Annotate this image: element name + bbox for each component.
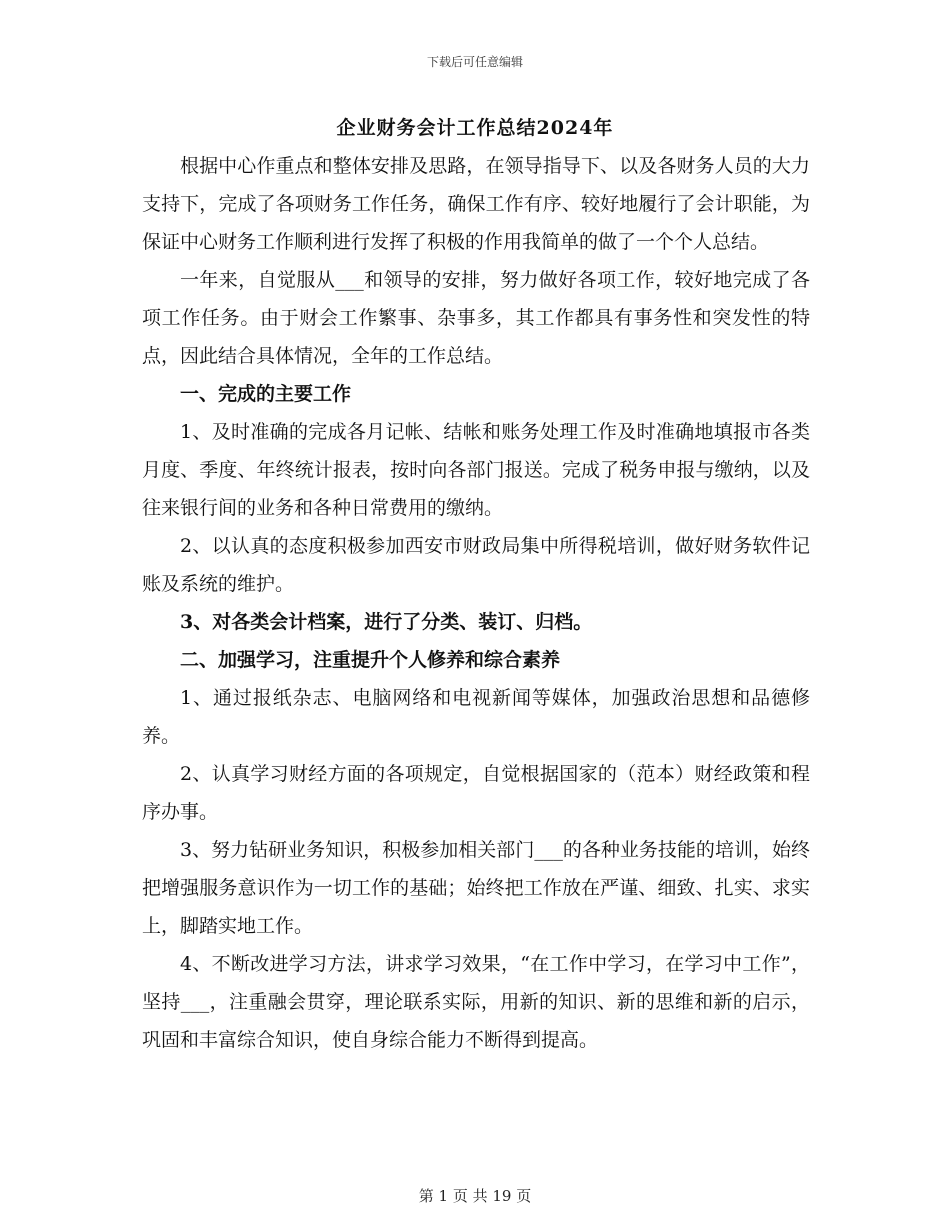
page-indicator: 第 1 页 共 19 页 [418, 1187, 532, 1205]
paragraph-item-2: 2、以认真的态度积极参加西安市财政局集中所得税培训，做好财务软件记账及系统的维护。 [142, 535, 810, 595]
paragraph-study-3: 3、努力钻研业务知识，积极参加相关部门___的各种业务技能的培训，始终把增强服务意识作为一切工作的基础；始终把工作放在严谨、细致、扎实、求实上，脚踏实地工作。 [142, 839, 810, 937]
paragraph-study-2: 2、认真学习财经方面的各项规定，自觉根据国家的（范本）财经政策和程序办事。 [142, 763, 810, 823]
paragraph-overview: 一年来，自觉服从___和领导的安排，努力做好各项工作，较好地完成了各项工作任务。由于财会工作繁事、杂事多，其工作都具有事务性和突发性的特点，因此结合具体情况，全年的工作总结。 [142, 269, 810, 367]
paragraph-item-3: 3、对各类会计档案，进行了分类、装订、归档。 [180, 611, 593, 633]
document-title: 企业财务会计工作总结2024年 [336, 117, 614, 139]
header-note: 下载后可任意编辑 [426, 55, 523, 69]
paragraph-intro: 根据中心作重点和整体安排及思路，在领导指导下、以及各财务人员的大力支持下，完成了各项财务工作任务，确保工作有序、较好地履行了会计职能，为保证中心财务工作顺利进行发挥了积极的作用我简单的做了一个个人总结。 [142, 155, 810, 253]
section-heading-study: 二、加强学习，注重提升个人修养和综合素养 [180, 649, 561, 671]
document-body [142, 147, 810, 1059]
section-heading-main-work: 一、完成的主要工作 [180, 383, 352, 405]
paragraph-study-1: 1、通过报纸杂志、电脑网络和电视新闻等媒体，加强政治思想和品德修养。 [142, 687, 810, 747]
paragraph-study-4: 4、不断改进学习方法，讲求学习效果，“在工作中学习，在学习中工作”，坚持___，注重融会贯穿，理论联系实际，用新的知识、新的思维和新的启示，巩固和丰富综合知识，使自身综合能力不断得到提高。 [142, 953, 810, 1051]
paragraph-item-1: 1、及时准确的完成各月记帐、结帐和账务处理工作及时准确地填报市各类月度、季度、年终统计报表，按时向各部门报送。完成了税务申报与缴纳，以及往来银行间的业务和各种日常费用的缴纳。 [142, 421, 810, 519]
